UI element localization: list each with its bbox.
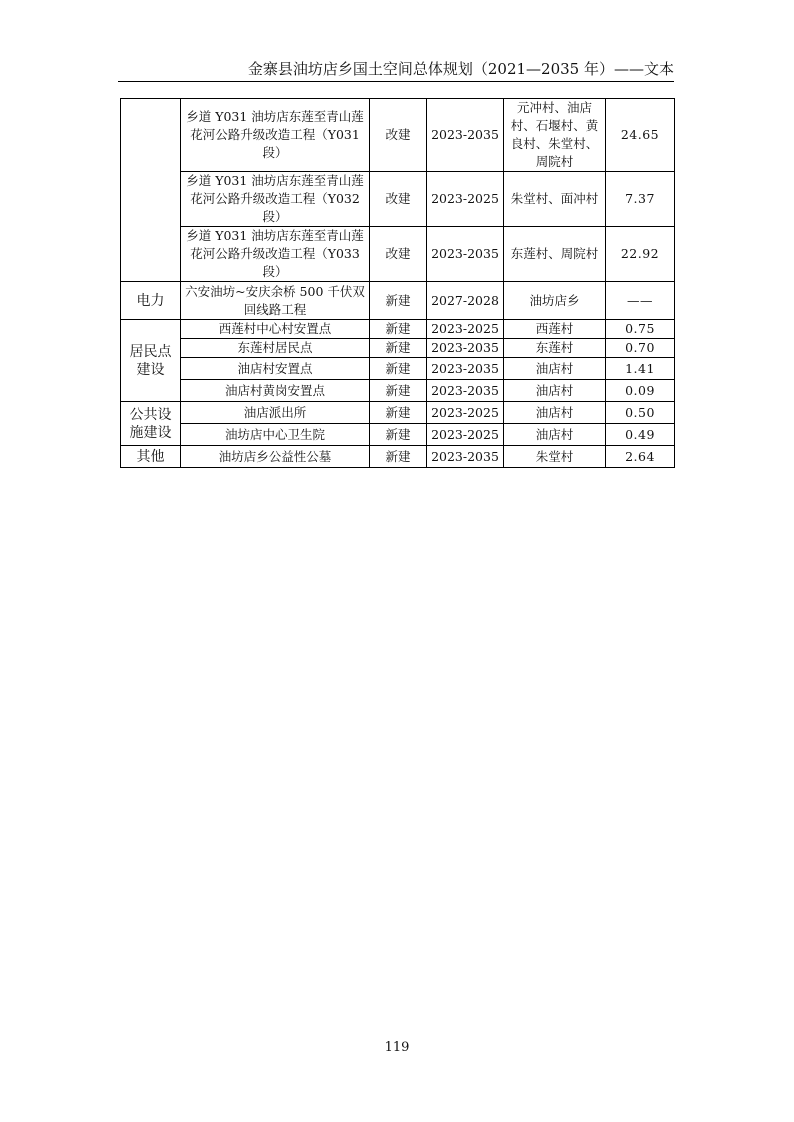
location-cell: 元冲村、油店村、石堰村、黄良村、朱堂村、周院村 <box>504 99 606 172</box>
location-cell: 东莲村、周院村 <box>504 227 606 282</box>
header-rule <box>118 81 674 82</box>
period-cell: 2027-2028 <box>427 282 504 320</box>
period-cell: 2023-2035 <box>427 446 504 468</box>
location-cell: 朱堂村 <box>504 446 606 468</box>
page-number: 119 <box>384 1040 410 1055</box>
construction-type-cell: 新建 <box>370 339 427 358</box>
period-cell: 2023-2035 <box>427 339 504 358</box>
category-cell: 公共设施建设 <box>121 402 181 446</box>
period-cell: 2023-2035 <box>427 227 504 282</box>
project-name-cell: 油坊店中心卫生院 <box>181 424 370 446</box>
location-cell: 油店村 <box>504 358 606 380</box>
table-row <box>121 282 675 320</box>
location-cell: 油坊店乡 <box>504 282 606 320</box>
period-cell: 2023-2025 <box>427 424 504 446</box>
area-cell: 2.64 <box>606 446 675 468</box>
project-name-cell: 六安油坊~安庆余桥 500 千伏双回线路工程 <box>181 282 370 320</box>
construction-type-cell: 改建 <box>370 227 427 282</box>
construction-type-cell: 改建 <box>370 172 427 227</box>
construction-type-cell: 新建 <box>370 424 427 446</box>
area-cell: 22.92 <box>606 227 675 282</box>
category-cell: 电力 <box>121 282 181 320</box>
period-cell: 2023-2035 <box>427 380 504 402</box>
table-row <box>121 339 675 358</box>
period-cell: 2023-2035 <box>427 99 504 172</box>
area-cell: 0.70 <box>606 339 675 358</box>
period-cell: 2023-2035 <box>427 358 504 380</box>
area-cell: 1.41 <box>606 358 675 380</box>
table-row <box>121 424 675 446</box>
area-cell: —— <box>606 282 675 320</box>
area-cell: 24.65 <box>606 99 675 172</box>
location-cell: 西莲村 <box>504 320 606 339</box>
project-name-cell: 乡道 Y031 油坊店东莲至青山莲花河公路升级改造工程（Y032 段） <box>181 172 370 227</box>
project-name-cell: 油店村安置点 <box>181 358 370 380</box>
construction-type-cell: 改建 <box>370 99 427 172</box>
area-cell: 0.09 <box>606 380 675 402</box>
project-name-cell: 乡道 Y031 油坊店东莲至青山莲花河公路升级改造工程（Y033 段） <box>181 227 370 282</box>
project-name-cell: 东莲村居民点 <box>181 339 370 358</box>
period-cell: 2023-2025 <box>427 320 504 339</box>
period-cell: 2023-2025 <box>427 172 504 227</box>
project-table <box>120 98 675 468</box>
project-name-cell: 乡道 Y031 油坊店东莲至青山莲花河公路升级改造工程（Y031 段） <box>181 99 370 172</box>
location-cell: 油店村 <box>504 380 606 402</box>
construction-type-cell: 新建 <box>370 282 427 320</box>
location-cell: 朱堂村、面冲村 <box>504 172 606 227</box>
category-cell: 其他 <box>121 446 181 468</box>
construction-type-cell: 新建 <box>370 380 427 402</box>
table-row <box>121 227 675 282</box>
table-row <box>121 172 675 227</box>
period-cell: 2023-2025 <box>427 402 504 424</box>
project-name-cell: 西莲村中心村安置点 <box>181 320 370 339</box>
category-cell <box>121 99 181 282</box>
location-cell: 东莲村 <box>504 339 606 358</box>
area-cell: 0.75 <box>606 320 675 339</box>
table-row <box>121 402 675 424</box>
page-header: 金寨县油坊店乡国土空间总体规划（2021—2035 年）——文本 <box>247 60 674 78</box>
construction-type-cell: 新建 <box>370 320 427 339</box>
area-cell: 0.50 <box>606 402 675 424</box>
location-cell: 油店村 <box>504 402 606 424</box>
area-cell: 0.49 <box>606 424 675 446</box>
construction-type-cell: 新建 <box>370 402 427 424</box>
category-cell: 居民点建设 <box>121 320 181 402</box>
table-row <box>121 446 675 468</box>
project-name-cell: 油店村黄岗安置点 <box>181 380 370 402</box>
table-row <box>121 99 675 172</box>
construction-type-cell: 新建 <box>370 446 427 468</box>
table-row <box>121 380 675 402</box>
construction-type-cell: 新建 <box>370 358 427 380</box>
table-row <box>121 320 675 339</box>
area-cell: 7.37 <box>606 172 675 227</box>
location-cell: 油店村 <box>504 424 606 446</box>
project-name-cell: 油店派出所 <box>181 402 370 424</box>
table-row <box>121 358 675 380</box>
project-name-cell: 油坊店乡公益性公墓 <box>181 446 370 468</box>
